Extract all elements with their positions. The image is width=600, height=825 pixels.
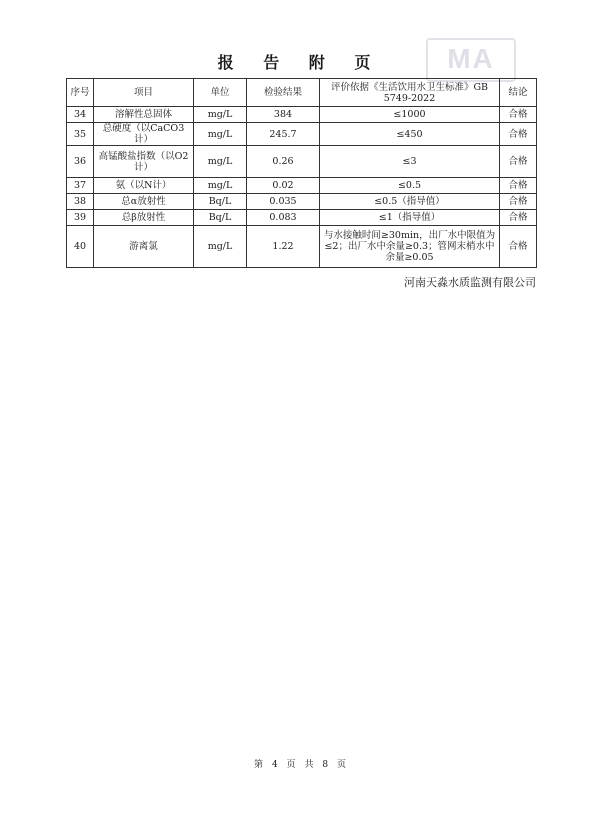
header-no: 序号: [67, 79, 94, 107]
row-item: 总β放射性: [94, 210, 194, 226]
report-table: [66, 78, 537, 268]
row-no: 34: [67, 107, 94, 123]
row-conclusion: 合格: [500, 194, 537, 210]
table-header-row: [67, 79, 537, 107]
row-no: 36: [67, 146, 94, 178]
footer-page-word: 页: [286, 760, 296, 770]
row-unit: Bq/L: [194, 210, 247, 226]
table-row: [67, 226, 537, 268]
row-standard: ≤0.5: [320, 178, 500, 194]
page-footer: [0, 757, 600, 770]
row-result: 1.22: [247, 226, 320, 268]
row-item: 氨（以N计）: [94, 178, 194, 194]
row-conclusion: 合格: [500, 123, 537, 146]
footer-total-word: 页: [336, 760, 346, 770]
row-item: 溶解性总固体: [94, 107, 194, 123]
row-result: 245.7: [247, 123, 320, 146]
row-conclusion: 合格: [500, 107, 537, 123]
row-no: 35: [67, 123, 94, 146]
header-standard: 评价依据《生活饮用水卫生标准》GB 5749-2022: [320, 79, 500, 107]
row-unit: mg/L: [194, 123, 247, 146]
row-item: 总α放射性: [94, 194, 194, 210]
footer-total-prefix: 共: [304, 760, 314, 770]
page-title: 报 告 附 页: [217, 53, 383, 72]
row-result: 0.035: [247, 194, 320, 210]
row-standard: ≤0.5（指导值）: [320, 194, 500, 210]
row-standard: ≤1（指导值）: [320, 210, 500, 226]
table-row: [67, 123, 537, 146]
row-unit: Bq/L: [194, 194, 247, 210]
row-unit: mg/L: [194, 178, 247, 194]
table-row: [67, 194, 537, 210]
row-unit: mg/L: [194, 226, 247, 268]
row-standard: ≤1000: [320, 107, 500, 123]
header-unit: 单位: [194, 79, 247, 107]
row-result: 0.02: [247, 178, 320, 194]
footer-prefix: 第: [254, 760, 264, 770]
row-no: 38: [67, 194, 94, 210]
table-row: [67, 210, 537, 226]
row-item: 高锰酸盐指数（以O2计）: [94, 146, 194, 178]
watermark-text: MA: [447, 43, 495, 74]
row-no: 37: [67, 178, 94, 194]
row-item: 游离氯: [94, 226, 194, 268]
header-conclusion: 结论: [500, 79, 537, 107]
row-item: 总硬度（以CaCO3计）: [94, 123, 194, 146]
row-conclusion: 合格: [500, 210, 537, 226]
row-unit: mg/L: [194, 107, 247, 123]
row-no: 40: [67, 226, 94, 268]
row-standard: 与水接触时间≥30min，出厂水中限值为≤2；出厂水中余量≥0.3；管网末梢水中余量≥0.05: [320, 226, 500, 268]
row-conclusion: 合格: [500, 226, 537, 268]
header-item: 项目: [94, 79, 194, 107]
row-standard: ≤3: [320, 146, 500, 178]
row-conclusion: 合格: [500, 146, 537, 178]
footer-page-number: 4: [271, 760, 278, 770]
table-row: [67, 178, 537, 194]
row-result: 384: [247, 107, 320, 123]
row-result: 0.26: [247, 146, 320, 178]
row-conclusion: 合格: [500, 178, 537, 194]
row-standard: ≤450: [320, 123, 500, 146]
table-row: [67, 107, 537, 123]
header-result: 检验结果: [247, 79, 320, 107]
row-unit: mg/L: [194, 146, 247, 178]
row-result: 0.083: [247, 210, 320, 226]
footer-total-pages: 8: [322, 760, 329, 770]
table-row: [67, 146, 537, 178]
company-name: 河南天淼水质监测有限公司: [404, 276, 536, 289]
row-no: 39: [67, 210, 94, 226]
